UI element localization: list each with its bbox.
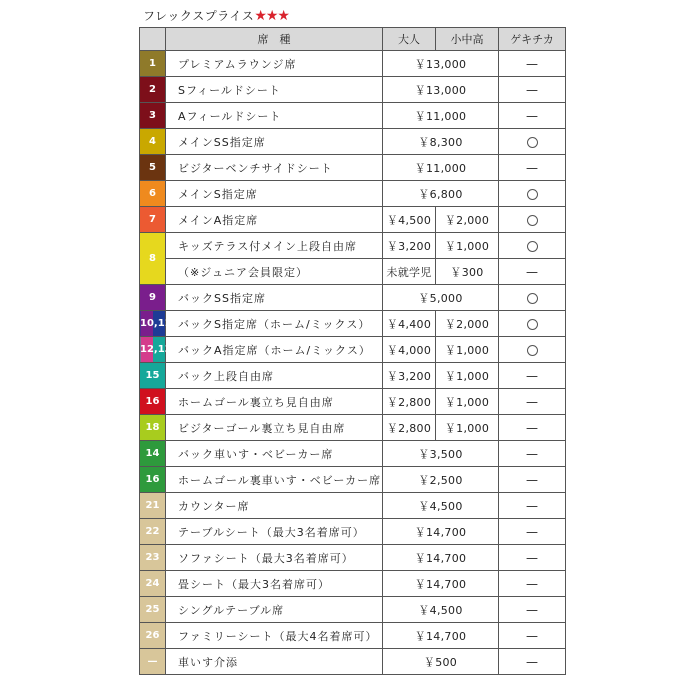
seat-number: 23 <box>140 545 166 571</box>
price-adult: ￥2,800 <box>383 389 436 415</box>
gekichika-mark: — <box>499 597 566 623</box>
seat-number: 5 <box>140 155 166 181</box>
table-row <box>140 623 566 649</box>
seat-number: 16 <box>140 389 166 415</box>
title-text: フレックスプライス <box>143 9 255 23</box>
gekichika-mark: — <box>499 363 566 389</box>
price-adult: ￥4,500 <box>383 207 436 233</box>
seat-number: 7 <box>140 207 166 233</box>
gekichika-mark: — <box>499 415 566 441</box>
gekichika-mark: — <box>499 493 566 519</box>
seat-name: バックSS指定席 <box>166 285 383 311</box>
gekichika-mark <box>499 207 566 233</box>
price-child: ￥2,000 <box>436 207 499 233</box>
seat-number: — <box>140 649 166 675</box>
circle-icon <box>527 345 538 356</box>
seat-name: メインSS指定席 <box>166 129 383 155</box>
table-row <box>140 441 566 467</box>
table-row <box>140 285 566 311</box>
seat-name: ファミリーシート（最大4名着席可） <box>166 623 383 649</box>
table-row <box>140 207 566 233</box>
price: ￥6,800 <box>383 181 499 207</box>
table-row <box>140 155 566 181</box>
star-rating-icon: ★★★ <box>254 8 289 24</box>
seat-number: 25 <box>140 597 166 623</box>
table-row <box>140 649 566 675</box>
price: ￥4,500 <box>383 597 499 623</box>
gekichika-mark <box>499 337 566 363</box>
table-row <box>140 181 566 207</box>
seat-number: 15 <box>140 363 166 389</box>
price: ￥14,700 <box>383 545 499 571</box>
seat-name: ビジターゴール裏立ち見自由席 <box>166 415 383 441</box>
table-row <box>140 493 566 519</box>
page-title <box>143 7 289 24</box>
circle-icon <box>527 293 538 304</box>
circle-icon <box>527 241 538 252</box>
gekichika-mark <box>499 181 566 207</box>
table-body <box>140 51 566 675</box>
seat-name: プレミアムラウンジ席 <box>166 51 383 77</box>
table-row <box>140 233 566 259</box>
price-child: ￥1,000 <box>436 415 499 441</box>
table-row <box>140 597 566 623</box>
price-adult: ￥4,000 <box>383 337 436 363</box>
circle-icon <box>527 319 538 330</box>
seat-name: バックA指定席（ホーム/ミックス） <box>166 337 383 363</box>
gekichika-mark: — <box>499 103 566 129</box>
price-adult: ￥3,200 <box>383 363 436 389</box>
price: ￥500 <box>383 649 499 675</box>
price-child: ￥2,000 <box>436 311 499 337</box>
header-adult: 大人 <box>383 28 436 51</box>
header-row <box>140 28 566 51</box>
gekichika-mark <box>499 311 566 337</box>
seat-number: 2 <box>140 77 166 103</box>
price-child: ￥300 <box>436 259 499 285</box>
table-row <box>140 259 566 285</box>
seat-number: 6 <box>140 181 166 207</box>
seat-name: Sフィールドシート <box>166 77 383 103</box>
price: ￥14,700 <box>383 519 499 545</box>
seat-name: シングルテーブル席 <box>166 597 383 623</box>
seat-name: メインA指定席 <box>166 207 383 233</box>
header-seat: 席 種 <box>166 28 383 51</box>
seat-name: ホームゴール裏車いす・ベビーカー席 <box>166 467 383 493</box>
gekichika-mark: — <box>499 51 566 77</box>
table-row <box>140 571 566 597</box>
circle-icon <box>527 137 538 148</box>
seat-number: 24 <box>140 571 166 597</box>
price: ￥8,300 <box>383 129 499 155</box>
table-row <box>140 389 566 415</box>
gekichika-mark: — <box>499 623 566 649</box>
gekichika-mark <box>499 233 566 259</box>
seat-name: ビジターベンチサイドシート <box>166 155 383 181</box>
seat-number: 4 <box>140 129 166 155</box>
price: ￥14,700 <box>383 623 499 649</box>
gekichika-mark: — <box>499 545 566 571</box>
price: ￥11,000 <box>383 103 499 129</box>
seat-number: 10,11 <box>140 311 166 337</box>
gekichika-mark: — <box>499 155 566 181</box>
price-adult: ￥2,800 <box>383 415 436 441</box>
price: ￥13,000 <box>383 51 499 77</box>
seat-name: Aフィールドシート <box>166 103 383 129</box>
gekichika-mark <box>499 129 566 155</box>
price: ￥4,500 <box>383 493 499 519</box>
price-child: ￥1,000 <box>436 363 499 389</box>
table-row <box>140 337 566 363</box>
seat-name: カウンター席 <box>166 493 383 519</box>
gekichika-mark: — <box>499 467 566 493</box>
seat-number: 9 <box>140 285 166 311</box>
price: ￥3,500 <box>383 441 499 467</box>
circle-icon <box>527 189 538 200</box>
table-row <box>140 51 566 77</box>
seat-number: 16 <box>140 467 166 493</box>
seat-number: 12,13 <box>140 337 166 363</box>
price: ￥11,000 <box>383 155 499 181</box>
gekichika-mark: — <box>499 571 566 597</box>
seat-name: バック上段自由席 <box>166 363 383 389</box>
table-row <box>140 545 566 571</box>
circle-icon <box>527 215 538 226</box>
gekichika-mark: — <box>499 259 566 285</box>
price-child: ￥1,000 <box>436 389 499 415</box>
price-adult: ￥4,400 <box>383 311 436 337</box>
table-row <box>140 363 566 389</box>
seat-number: 18 <box>140 415 166 441</box>
table-row <box>140 103 566 129</box>
price: ￥13,000 <box>383 77 499 103</box>
price-adult: 未就学児 <box>383 259 436 285</box>
table-row <box>140 467 566 493</box>
seat-number: 22 <box>140 519 166 545</box>
gekichika-mark: — <box>499 389 566 415</box>
price: ￥2,500 <box>383 467 499 493</box>
header-gekichika: ゲキチカ <box>499 28 566 51</box>
table-row <box>140 415 566 441</box>
seat-name: キッズテラス付メイン上段自由席 <box>166 233 383 259</box>
seat-name: （※ジュニア会員限定） <box>166 259 383 285</box>
seat-name: メインS指定席 <box>166 181 383 207</box>
seat-name: 畳シート（最大3名着席可） <box>166 571 383 597</box>
seat-name: ソファシート（最大3名着席可） <box>166 545 383 571</box>
seat-number: 1 <box>140 51 166 77</box>
seat-name: 車いす介添 <box>166 649 383 675</box>
price: ￥5,000 <box>383 285 499 311</box>
table-row <box>140 129 566 155</box>
seat-number: 26 <box>140 623 166 649</box>
price-child: ￥1,000 <box>436 233 499 259</box>
price-adult: ￥3,200 <box>383 233 436 259</box>
price-table <box>139 27 566 675</box>
price: ￥14,700 <box>383 571 499 597</box>
seat-number: 8 <box>140 233 166 285</box>
header-num <box>140 28 166 51</box>
gekichika-mark: — <box>499 441 566 467</box>
seat-name: バック車いす・ベビーカー席 <box>166 441 383 467</box>
seat-name: ホームゴール裏立ち見自由席 <box>166 389 383 415</box>
seat-number: 14 <box>140 441 166 467</box>
price-child: ￥1,000 <box>436 337 499 363</box>
gekichika-mark: — <box>499 519 566 545</box>
gekichika-mark: — <box>499 77 566 103</box>
seat-number: 21 <box>140 493 166 519</box>
table-row <box>140 519 566 545</box>
seat-name: テーブルシート（最大3名着席可） <box>166 519 383 545</box>
header-child: 小中高 <box>436 28 499 51</box>
seat-name: バックS指定席（ホーム/ミックス） <box>166 311 383 337</box>
table-row <box>140 77 566 103</box>
table-row <box>140 311 566 337</box>
seat-number: 3 <box>140 103 166 129</box>
gekichika-mark: — <box>499 649 566 675</box>
gekichika-mark <box>499 285 566 311</box>
